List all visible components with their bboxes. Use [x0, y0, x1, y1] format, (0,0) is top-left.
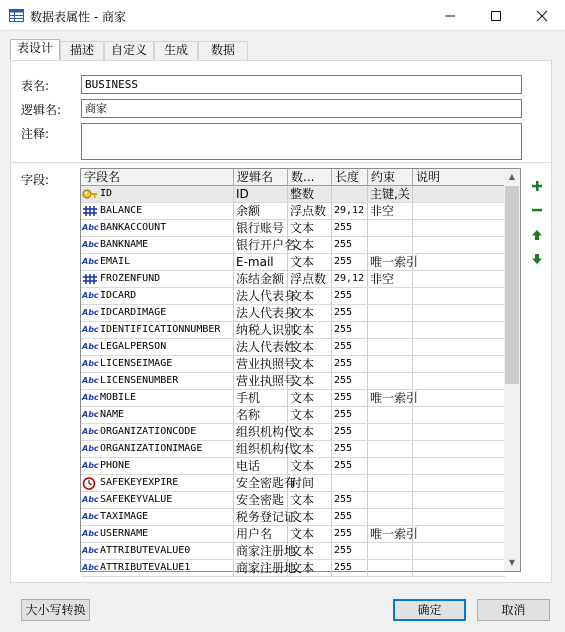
length-cell[interactable]: 255 [332, 254, 368, 270]
data-type-cell[interactable]: 文本 [288, 424, 332, 440]
data-type-cell[interactable]: 文本 [288, 373, 332, 389]
constraint-cell[interactable] [368, 237, 413, 253]
move-down-button[interactable] [530, 253, 544, 267]
table-row[interactable] [81, 458, 505, 475]
constraint-cell[interactable] [368, 543, 413, 559]
minimize-icon [444, 10, 456, 22]
note-cell[interactable] [413, 407, 505, 423]
data-type-cell[interactable]: 文本 [288, 458, 332, 474]
field-name-cell[interactable] [81, 560, 234, 576]
note-cell[interactable] [413, 305, 505, 321]
minimize-button[interactable] [427, 0, 473, 31]
note-cell[interactable] [413, 339, 505, 355]
field-name-text: LICENSENUMBER [100, 375, 179, 386]
note-cell[interactable] [413, 203, 505, 219]
data-type-cell[interactable]: 时间 [288, 475, 332, 491]
field-name-cell[interactable] [81, 254, 234, 270]
logical-name-cell[interactable]: 商家注册地 [236, 544, 297, 558]
column-header-logical-name[interactable]: 逻辑名 [234, 169, 288, 186]
constraint-cell[interactable] [368, 560, 413, 576]
note-cell[interactable] [413, 543, 505, 559]
text-icon: Abc [82, 325, 99, 334]
field-name-text: NAME [100, 409, 125, 420]
data-type-cell[interactable]: 文本 [288, 492, 332, 508]
table-row[interactable] [81, 526, 505, 543]
field-name-cell[interactable] [81, 458, 234, 474]
column-header-data-type[interactable]: 数... [288, 169, 332, 186]
field-name-text: ORGANIZATIONIMAGE [100, 443, 203, 454]
tab-data[interactable]: 数据 [198, 41, 248, 60]
text-icon: Abc [82, 291, 99, 300]
logical-name-input[interactable]: 商家 [81, 99, 522, 118]
logical-name-cell[interactable]: 税务登记证 [236, 510, 297, 524]
field-name-text: FROZENFUND [100, 273, 161, 284]
field-name-cell[interactable] [81, 220, 234, 236]
ok-button[interactable]: 确定 [393, 599, 466, 621]
note-cell[interactable] [413, 373, 505, 389]
text-icon: Abc [82, 257, 99, 266]
data-type-cell[interactable]: 文本 [288, 322, 332, 338]
number-icon [82, 273, 98, 285]
field-name-cell[interactable] [81, 509, 234, 525]
table-app-icon [9, 9, 24, 22]
fields-grid[interactable] [80, 168, 521, 575]
table-row[interactable] [81, 220, 505, 237]
data-type-cell[interactable]: 文本 [288, 390, 332, 406]
constraint-cell[interactable] [368, 322, 413, 338]
field-name-cell[interactable] [81, 186, 234, 202]
text-icon: Abc [82, 427, 99, 436]
title-bar [0, 0, 565, 31]
note-cell[interactable] [413, 254, 505, 270]
vertical-scrollbar[interactable] [504, 169, 520, 571]
text-icon: Abc [82, 376, 99, 385]
field-name-cell[interactable] [81, 441, 234, 457]
logical-name-cell[interactable]: 安全密匙有 [236, 476, 297, 490]
logical-name-cell[interactable]: 安全密匙 [234, 492, 288, 508]
logical-name-cell[interactable]: 营业执照号 [236, 357, 297, 371]
text-icon: Abc [82, 223, 99, 232]
note-cell[interactable] [413, 560, 505, 576]
scroll-up-icon[interactable]: ▲ [508, 172, 516, 181]
field-name-text: MOBILE [100, 392, 137, 403]
text-icon: Abc [82, 512, 99, 521]
field-name-text: ORGANIZATIONCODE [100, 426, 197, 437]
logical-name-cell[interactable]: 手机 [234, 390, 288, 406]
logical-name-cell[interactable]: 用户名 [234, 526, 288, 542]
text-icon: Abc [82, 308, 99, 317]
data-type-cell[interactable]: 文本 [288, 288, 332, 304]
column-header-note[interactable]: 说明 [416, 170, 441, 184]
length-cell[interactable]: 255 [332, 339, 368, 355]
logical-name-cell[interactable]: 电话 [234, 458, 288, 474]
logical-name-cell[interactable]: 法人代表姓 [236, 340, 297, 354]
table-row[interactable] [81, 475, 505, 492]
data-type-cell[interactable]: 文本 [288, 356, 332, 372]
logical-name-cell[interactable]: 银行账号 [234, 220, 288, 236]
maximize-button[interactable] [473, 0, 519, 31]
length-cell[interactable]: 29,12 [332, 271, 368, 287]
data-type-cell[interactable]: 文本 [288, 254, 332, 270]
data-type-cell[interactable]: 浮点数 [288, 271, 332, 287]
constraint-cell[interactable] [368, 288, 413, 304]
data-type-cell[interactable]: 整数 [288, 186, 332, 202]
note-cell[interactable] [413, 356, 505, 372]
comment-input[interactable] [81, 123, 522, 160]
logical-name-cell[interactable]: 组织机构代 [236, 442, 297, 456]
table-row[interactable] [81, 356, 505, 373]
constraint-cell[interactable] [368, 475, 413, 491]
data-type-cell[interactable]: 文本 [288, 526, 332, 542]
data-type-cell[interactable]: 文本 [288, 220, 332, 236]
divider-highlight [11, 163, 551, 164]
data-type-cell[interactable]: 文本 [288, 305, 332, 321]
data-type-cell[interactable]: 浮点数 [288, 203, 332, 219]
text-icon: Abc [82, 461, 99, 470]
note-cell[interactable] [413, 475, 505, 491]
constraint-cell[interactable] [368, 424, 413, 440]
table-row[interactable] [81, 237, 505, 254]
field-name-cell[interactable] [81, 407, 234, 423]
logical-name-cell[interactable]: 组织机构代 [236, 425, 297, 439]
table-row[interactable] [81, 441, 505, 458]
data-type-cell[interactable]: 文本 [288, 509, 332, 525]
length-cell[interactable]: 255 [332, 322, 368, 338]
constraint-cell[interactable]: 唯一索引 [370, 527, 419, 541]
note-cell[interactable] [413, 509, 505, 525]
window-title: 数据表属性 - 商家 [30, 10, 126, 24]
field-name-text: BANKNAME [100, 239, 149, 250]
text-icon: Abc [82, 410, 99, 419]
key-icon [82, 188, 98, 200]
field-name-cell[interactable] [81, 390, 234, 406]
field-name-cell[interactable] [81, 424, 234, 440]
data-type-cell[interactable]: 文本 [288, 237, 332, 253]
length-cell[interactable]: 255 [332, 526, 368, 542]
length-cell[interactable]: 255 [332, 509, 368, 525]
data-type-cell[interactable]: 文本 [288, 407, 332, 423]
field-name-text: IDCARDIMAGE [100, 307, 167, 318]
arrow-up-icon [531, 229, 543, 241]
logical-name-cell[interactable]: ID [234, 186, 288, 202]
logical-name-cell[interactable]: 营业执照号 [236, 374, 297, 388]
note-cell[interactable] [413, 237, 505, 253]
table-row[interactable] [81, 407, 505, 424]
table-row[interactable] [81, 322, 505, 339]
tab-generate[interactable]: 生成 [154, 41, 198, 60]
constraint-cell[interactable] [368, 339, 413, 355]
length-cell[interactable]: 255 [332, 560, 368, 576]
note-cell[interactable] [413, 492, 505, 508]
field-name-cell[interactable] [81, 356, 234, 372]
constraint-cell[interactable]: 唯一索引 [370, 255, 419, 269]
logical-name-cell[interactable]: 法人代表身 [236, 289, 297, 303]
length-cell[interactable]: 255 [332, 220, 368, 236]
note-cell[interactable] [413, 390, 505, 406]
constraint-cell[interactable]: 非空 [368, 203, 413, 219]
length-cell[interactable]: 255 [332, 492, 368, 508]
note-cell[interactable] [413, 220, 505, 236]
table-row[interactable] [81, 271, 505, 288]
length-cell[interactable] [332, 186, 368, 202]
note-cell[interactable] [413, 288, 505, 304]
table-row[interactable] [81, 186, 505, 203]
field-name-cell[interactable] [81, 339, 234, 355]
logical-name-cell[interactable]: 纳税人识别 [236, 323, 297, 337]
field-name-text: SAFEKEYEXPIRE [100, 477, 179, 488]
note-cell[interactable] [413, 526, 505, 542]
length-cell[interactable]: 255 [332, 305, 368, 321]
constraint-cell[interactable]: 主键,关 [368, 186, 413, 202]
constraint-cell[interactable] [368, 220, 413, 236]
logical-name-cell[interactable]: 法人代表身 [236, 306, 297, 320]
field-name-text: IDCARD [100, 290, 137, 301]
table-name-input[interactable]: BUSINESS [81, 75, 522, 94]
length-cell[interactable]: 255 [332, 356, 368, 372]
length-cell[interactable] [332, 475, 368, 491]
note-cell[interactable] [413, 441, 505, 457]
grid-header [81, 169, 505, 186]
constraint-cell[interactable] [368, 492, 413, 508]
column-header-length[interactable]: 长度 [332, 169, 368, 186]
field-name-text: IDENTIFICATIONNUMBER [100, 324, 221, 335]
field-name-cell[interactable] [81, 271, 234, 287]
logical-name-cell[interactable]: 余额 [234, 203, 288, 219]
text-icon: Abc [82, 495, 99, 504]
note-cell[interactable] [413, 271, 505, 287]
add-field-button[interactable] [530, 180, 544, 194]
table-row[interactable] [81, 288, 505, 305]
table-row[interactable] [81, 203, 505, 220]
data-type-cell[interactable]: 文本 [288, 339, 332, 355]
data-type-cell[interactable]: 文本 [288, 441, 332, 457]
constraint-cell[interactable] [368, 373, 413, 389]
text-icon: Abc [82, 546, 99, 555]
constraint-cell[interactable] [368, 441, 413, 457]
constraint-cell[interactable] [368, 509, 413, 525]
close-icon [536, 10, 548, 22]
scroll-down-icon[interactable]: ▼ [508, 558, 516, 567]
constraint-cell[interactable] [368, 356, 413, 372]
clock-icon [82, 477, 98, 489]
field-name-text: SAFEKEYVALUE [100, 494, 173, 505]
text-icon: Abc [82, 342, 99, 351]
constraint-cell[interactable]: 唯一索引 [370, 391, 419, 405]
field-name-text: ATTRIBUTEVALUE1 [100, 562, 191, 573]
table-row[interactable] [81, 373, 505, 390]
table-row[interactable] [81, 543, 505, 560]
field-name-cell[interactable] [81, 543, 234, 559]
field-name-cell[interactable] [81, 526, 234, 542]
remove-field-button[interactable] [530, 204, 544, 218]
constraint-cell[interactable] [368, 305, 413, 321]
table-row[interactable] [81, 390, 505, 407]
text-icon: Abc [82, 359, 99, 368]
table-row[interactable] [81, 254, 505, 271]
logical-name-cell[interactable]: 名称 [234, 407, 288, 423]
note-cell[interactable] [413, 322, 505, 338]
length-cell[interactable]: 255 [332, 424, 368, 440]
text-icon: Abc [82, 393, 99, 402]
logical-name-cell[interactable]: E-mail [234, 254, 288, 270]
field-name-text: BALANCE [100, 205, 143, 216]
field-name-text: PHONE [100, 460, 131, 471]
minus-icon [531, 204, 543, 216]
field-name-text: ATTRIBUTEVALUE0 [100, 545, 191, 556]
length-cell[interactable]: 255 [332, 441, 368, 457]
length-cell[interactable]: 255 [332, 237, 368, 253]
field-name-cell[interactable] [81, 305, 234, 321]
data-type-cell[interactable]: 文本 [288, 560, 332, 576]
arrow-down-icon [531, 253, 543, 265]
note-cell[interactable] [413, 458, 505, 474]
field-name-text: ID [100, 188, 113, 199]
length-cell[interactable]: 255 [332, 407, 368, 423]
data-type-cell[interactable]: 文本 [288, 543, 332, 559]
text-icon: Abc [82, 529, 99, 538]
length-cell[interactable]: 255 [332, 288, 368, 304]
field-name-cell[interactable] [81, 203, 234, 219]
field-name-cell[interactable] [81, 492, 234, 508]
cancel-button[interactable]: 取消 [477, 599, 550, 621]
note-cell[interactable] [413, 186, 505, 202]
tab-description[interactable]: 描述 [60, 41, 104, 60]
tab-custom[interactable]: 自定义 [104, 41, 154, 60]
logical-name-cell[interactable]: 冻结金额 [234, 271, 288, 287]
fields-label: 字段: [21, 173, 50, 187]
number-icon [82, 205, 98, 217]
field-name-cell[interactable] [81, 475, 234, 491]
comment-label: 注释: [21, 127, 50, 141]
text-icon: Abc [82, 240, 99, 249]
field-name-text: EMAIL [100, 256, 131, 267]
table-row[interactable] [81, 339, 505, 356]
close-button[interactable] [519, 0, 565, 31]
plus-icon [531, 180, 543, 192]
table-row[interactable] [81, 424, 505, 441]
tab-table-design[interactable]: 表设计 [10, 39, 60, 60]
table-row[interactable] [81, 509, 505, 526]
field-name-text: LICENSEIMAGE [100, 358, 173, 369]
field-name-text: USERNAME [100, 528, 149, 539]
field-name-cell[interactable] [81, 288, 234, 304]
column-header-field-name[interactable]: 字段名 [81, 169, 234, 186]
field-name-cell[interactable] [81, 373, 234, 389]
field-name-text: BANKACCOUNT [100, 222, 167, 233]
length-cell[interactable]: 255 [332, 390, 368, 406]
field-name-text: TAXIMAGE [100, 511, 149, 522]
length-cell[interactable]: 255 [332, 543, 368, 559]
constraint-cell[interactable] [368, 458, 413, 474]
note-cell[interactable] [413, 424, 505, 440]
logical-name-cell[interactable]: 商家注册地 [236, 561, 297, 575]
maximize-icon [490, 10, 502, 22]
table-row[interactable] [81, 560, 505, 577]
field-name-text: LEGALPERSON [100, 341, 167, 352]
constraint-cell[interactable] [368, 407, 413, 423]
constraint-cell[interactable]: 非空 [368, 271, 413, 287]
field-name-cell[interactable] [81, 322, 234, 338]
field-name-cell[interactable] [81, 237, 234, 253]
text-icon: Abc [82, 563, 99, 572]
logical-name-label: 逻辑名: [21, 103, 62, 117]
text-icon: Abc [82, 444, 99, 453]
table-name-label: 表名: [21, 79, 50, 93]
length-cell[interactable]: 255 [332, 373, 368, 389]
move-up-button[interactable] [530, 229, 544, 243]
column-header-constraint[interactable]: 约束 [368, 169, 413, 186]
scrollbar-thumb[interactable] [505, 186, 519, 384]
table-row[interactable] [81, 305, 505, 322]
table-row[interactable] [81, 492, 505, 509]
logical-name-cell[interactable]: 银行开户名 [236, 238, 297, 252]
case-convert-button[interactable]: 大小写转换 [21, 599, 90, 621]
length-cell[interactable]: 255 [332, 458, 368, 474]
length-cell[interactable]: 29,12 [332, 203, 368, 219]
